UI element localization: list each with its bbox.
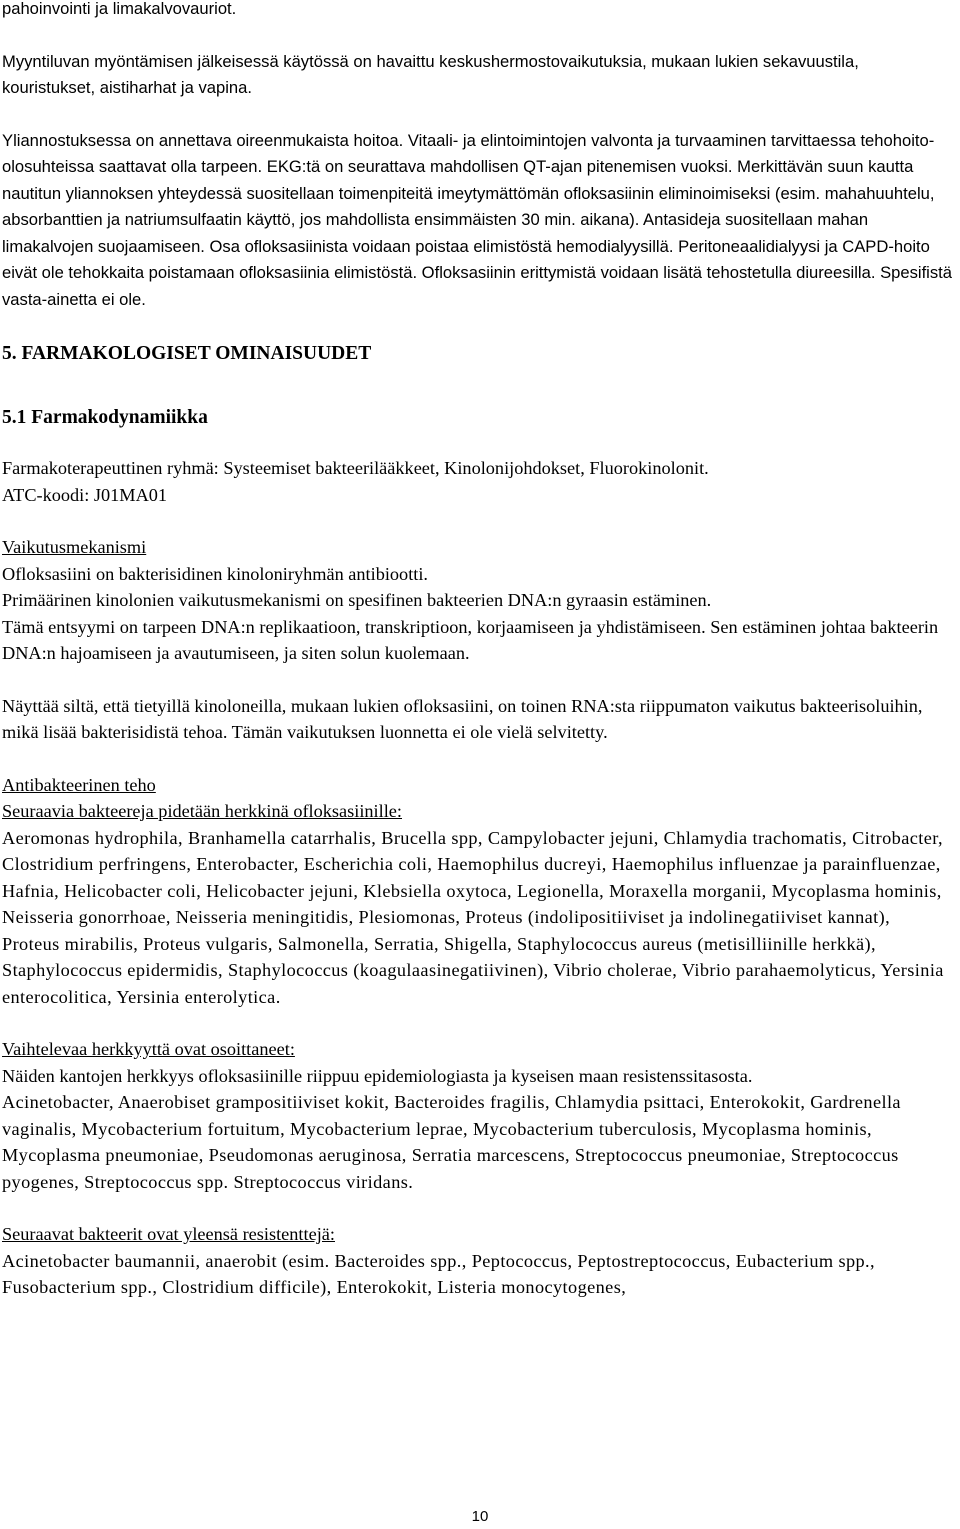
paragraph-overdose: Yliannostuksessa on annettava oireenmukaista hoitoa. Vitaali- ja elintoimintojen valvonta ja turvaaminen tarvittaessa tehohoito-olosuhteissa saattavat olla tarpeen. EKG:tä on seurattava mahdollisen QT-ajan pitenemisen vuoksi. Merkittävän suun kautta nautitun yliannoksen yhteydessä suositellaan toimenpiteitä imeytymättömän ofloksasiinin eliminoimiseksi (esim. mahahuuhtelu, absorbanttien ja natriumsulfaatin käyttö, jos mahdollista ensimmäisten 30 min. aikana). Antasideja suositellaan mahan limakalvojen suojaamiseen. Osa ofloksasiinista voidaan poistaa elimistöstä hemodialyysillä. Peritoneaalidialyysi ja CAPD-hoito eivät ole tehokkaita poistamaan ofloksasiinia elimistöstä. Ofloksasiinin erittymistä voidaan lisätä tehostetulla diureesilla. Spesifistä vasta-ainetta ei ole.	[2, 130, 953, 309]
mechanism-line-2: Primäärinen kinolonien vaikutusmekanismi on spesifinen bakteerien DNA:n gyraasin estäminen.	[2, 590, 712, 610]
rna-effect-paragraph: Näyttää siltä, että tietyillä kinoloneilla, mukaan lukien ofloksasiini, on toinen RNA:sta riippumaton vaikutus bakteerisoluihin, mikä lisää bakterisidistä tehoa. Tämän vaikutuksen luonnetta ei ole vielä selvitetty.	[2, 695, 923, 742]
paragraph-postmarketing: Myyntiluvan myöntämisen jälkeisessä käytössä on havaittu keskushermostovaikutuksia, mukaan lukien sekavuustila, kouristukset, aistiharhat ja vapina.	[2, 51, 859, 97]
variable-bacteria-list: Acinetobacter, Anaerobiset grampositiiviset kokit, Bacteroides fragilis, Chlamydia psittaci, Enterokokit, Gardrenella vaginalis, Mycobacterium fortuitum, Mycobacterium leprae, Mycobacterium tuberculosis, Mycoplasma hominis, Mycoplasma pneumoniae, Pseudomonas aeruginosa, Serratia marcescens, Streptococcus pneumoniae, Streptococcus pyogenes, Streptococcus spp. Streptococcus viridans.	[2, 1092, 901, 1192]
pharmacotherapeutic-group: Farmakoterapeuttinen ryhmä: Systeemiset bakteerilääkkeet, Kinolonijohdokset, Fluorokinolonit.	[2, 458, 709, 478]
resistant-heading: Seuraavat bakteerit ovat yleensä resistenttejä:	[2, 1224, 335, 1244]
paragraph-adverse-end: pahoinvointi ja limakalvovauriot.	[2, 0, 237, 18]
page-number: 10	[471, 1508, 489, 1525]
antibacterial-heading: Antibakteerinen teho	[2, 774, 156, 795]
sensitive-heading: Seuraavia bakteereja pidetään herkkinä ofloksasiinille:	[2, 801, 402, 821]
mechanism-heading: Vaikutusmekanismi	[2, 537, 147, 557]
sensitive-bacteria-list: Aeromonas hydrophila, Branhamella catarrhalis, Brucella spp, Campylobacter jejuni, Chlamydia trachomatis, Citrobacter, Clostridium perfringens, Enterobacter, Escherichia coli, Haemophilus ducreyi, Haemophilus influenzae ja parainfluenzae, Hafnia, Helicobacter coli, Helicobacter jejuni, Klebsiella oxytoca, Legionella, Moraxella morganii, Mycoplasma hominis, Neisseria gonorrhoae, Neisseria meningitidis, Plesiomonas, Proteus (indolipositiiviset ja indolinegatiiviset kannat), Proteus mirabilis, Proteus vulgaris, Salmonella, Serratia, Shigella, Staphylococcus aureus (metisilliinille herkkä), Staphylococcus epidermidis, Staphylococcus (koagulaasinegatiivinen), Vibrio cholerae, Vibrio parahaemolyticus, Yersinia enterocolitica, Yersinia enterolytica.	[2, 827, 944, 1007]
mechanism-line-3: Tämä entsyymi on tarpeen DNA:n replikaatioon, transkriptioon, korjaamiseen ja yhdistämiseen. Sen estäminen johtaa bakteerin DNA:n hajoamiseen ja avautumiseen, ja siten solun kuolemaan.	[2, 616, 939, 663]
section-heading-5-1: 5.1 Farmakodynamiikka	[2, 407, 208, 428]
resistant-bacteria-list: Acinetobacter baumannii, anaerobit (esim. Bacteroides spp., Peptococcus, Peptostreptococcus, Eubacterium spp., Fusobacterium spp., Clostridium difficile), Enterokokit, Listeria monocytogenes,	[2, 1250, 876, 1297]
variable-heading: Vaihtelevaa herkkyyttä ovat osoittaneet:	[2, 1039, 295, 1059]
variable-intro: Näiden kantojen herkkyys ofloksasiinille riippuu epidemiologiasta ja kyseisen maan resistenssitasosta.	[2, 1065, 753, 1086]
section-heading-5: 5. FARMAKOLOGISET OMINAISUUDET	[2, 343, 372, 364]
mechanism-line-1: Ofloksasiini on bakterisidinen kinoloniryhmän antibiootti.	[2, 563, 429, 584]
atc-code: ATC-koodi: J01MA01	[2, 484, 168, 505]
